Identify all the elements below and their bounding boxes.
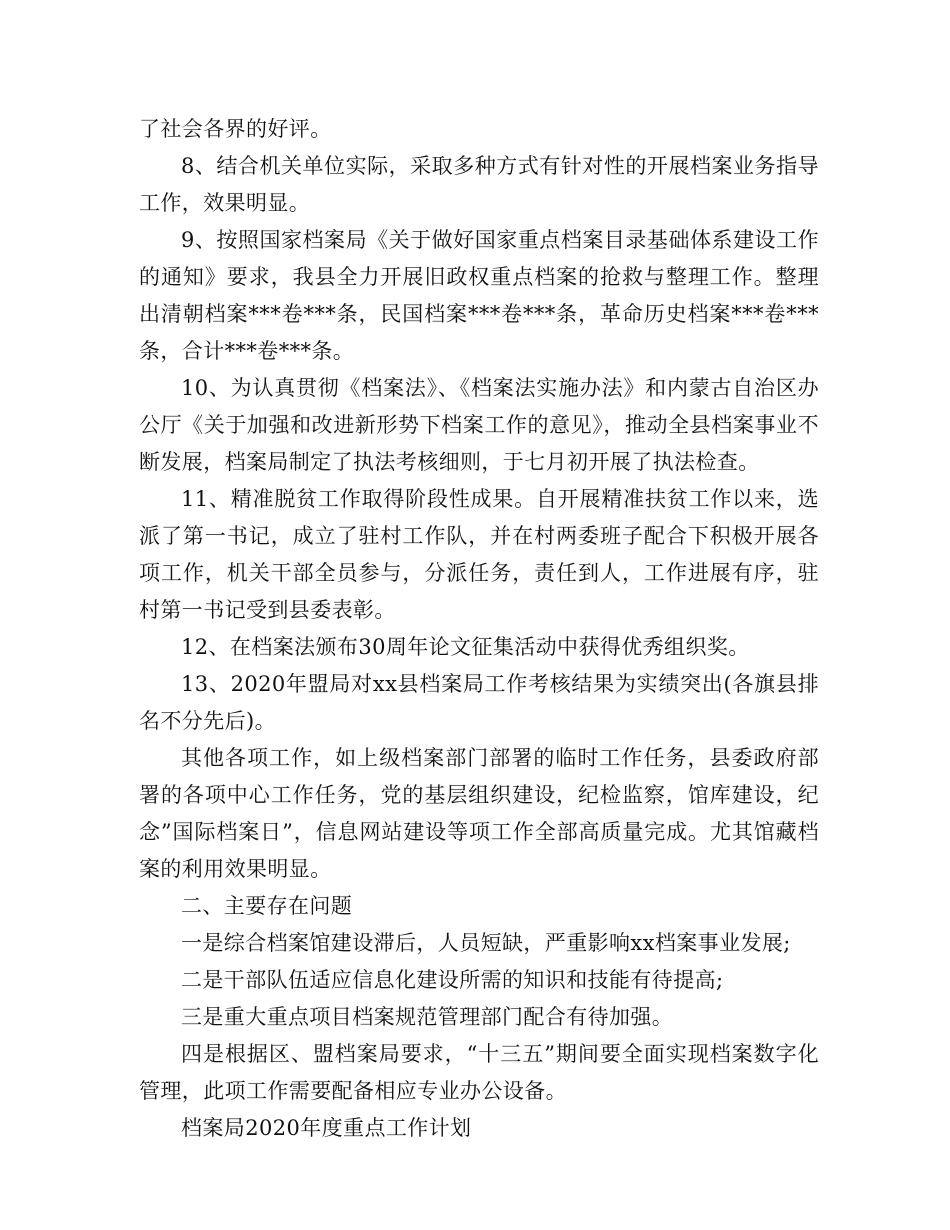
paragraph-item-11: 11、精准脱贫工作取得阶段性成果。自开展精准扶贫工作以来，选派了第一书记，成立了驻村工作队，并在村两委班子配合下积极开展各项工作，机关干部全员参与，分派任务，责任到人，工作进展有序，驻村第一书记受到县委表彰。 [139,487,819,622]
paragraph-other-work: 其他各项工作，如上级档案部门部署的临时工作任务，县委政府部署的各项中心工作任务，党的基层组织建设，纪检监察，馆库建设，纪念”国际档案日”，信息网站建设等项工作全部高质量完成。尤其馆藏档案的利用效果明显。 [139,746,819,881]
paragraph-item-13: 13、2020年盟局对xx县档案局工作考核结果为实绩突出(各旗县排名不分先后)。 [139,672,819,733]
paragraph-item-10: 10、为认真贯彻《档案法》、《档案法实施办法》和内蒙古自治区办公厅《关于加强和改进新形势下档案工作的意见》，推动全县档案事业不断发展，档案局制定了执法考核细则，于七月初开展了执法检查。 [139,376,819,474]
section-heading-plan: 档案局2020年度重点工作计划 [181,1116,472,1140]
problem-item-3: 三是重大重点项目档案规范管理部门配合有待加强。 [181,1005,674,1029]
paragraph-item-12: 12、在档案法颁布30周年论文征集活动中获得优秀组织奖。 [181,635,750,659]
section-heading-problems: 二、主要存在问题 [181,894,353,918]
problem-item-4: 四是根据区、盟档案局要求，“十三五”期间要全面实现档案数字化管理，此项工作需要配备相应专业办公设备。 [139,1042,819,1103]
problem-item-1: 一是综合档案馆建设滞后，人员短缺，严重影响xx档案事业发展; [181,931,791,955]
paragraph-continuation: 了社会各界的好评。 [139,117,332,141]
document-body [139,111,819,1147]
problem-item-2: 二是干部队伍适应信息化建设所需的知识和技能有待提高; [181,968,724,992]
paragraph-item-9: 9、按照国家档案局《关于做好国家重点档案目录基础体系建设工作的通知》要求，我县全力开展旧政权重点档案的抢救与整理工作。整理出清朝档案***卷***条，民国档案***卷***条，革命历史档案***卷***条，合计***卷***条。 [139,228,819,363]
paragraph-item-8: 8、结合机关单位实际，采取多种方式有针对性的开展档案业务指导工作，效果明显。 [139,154,819,215]
